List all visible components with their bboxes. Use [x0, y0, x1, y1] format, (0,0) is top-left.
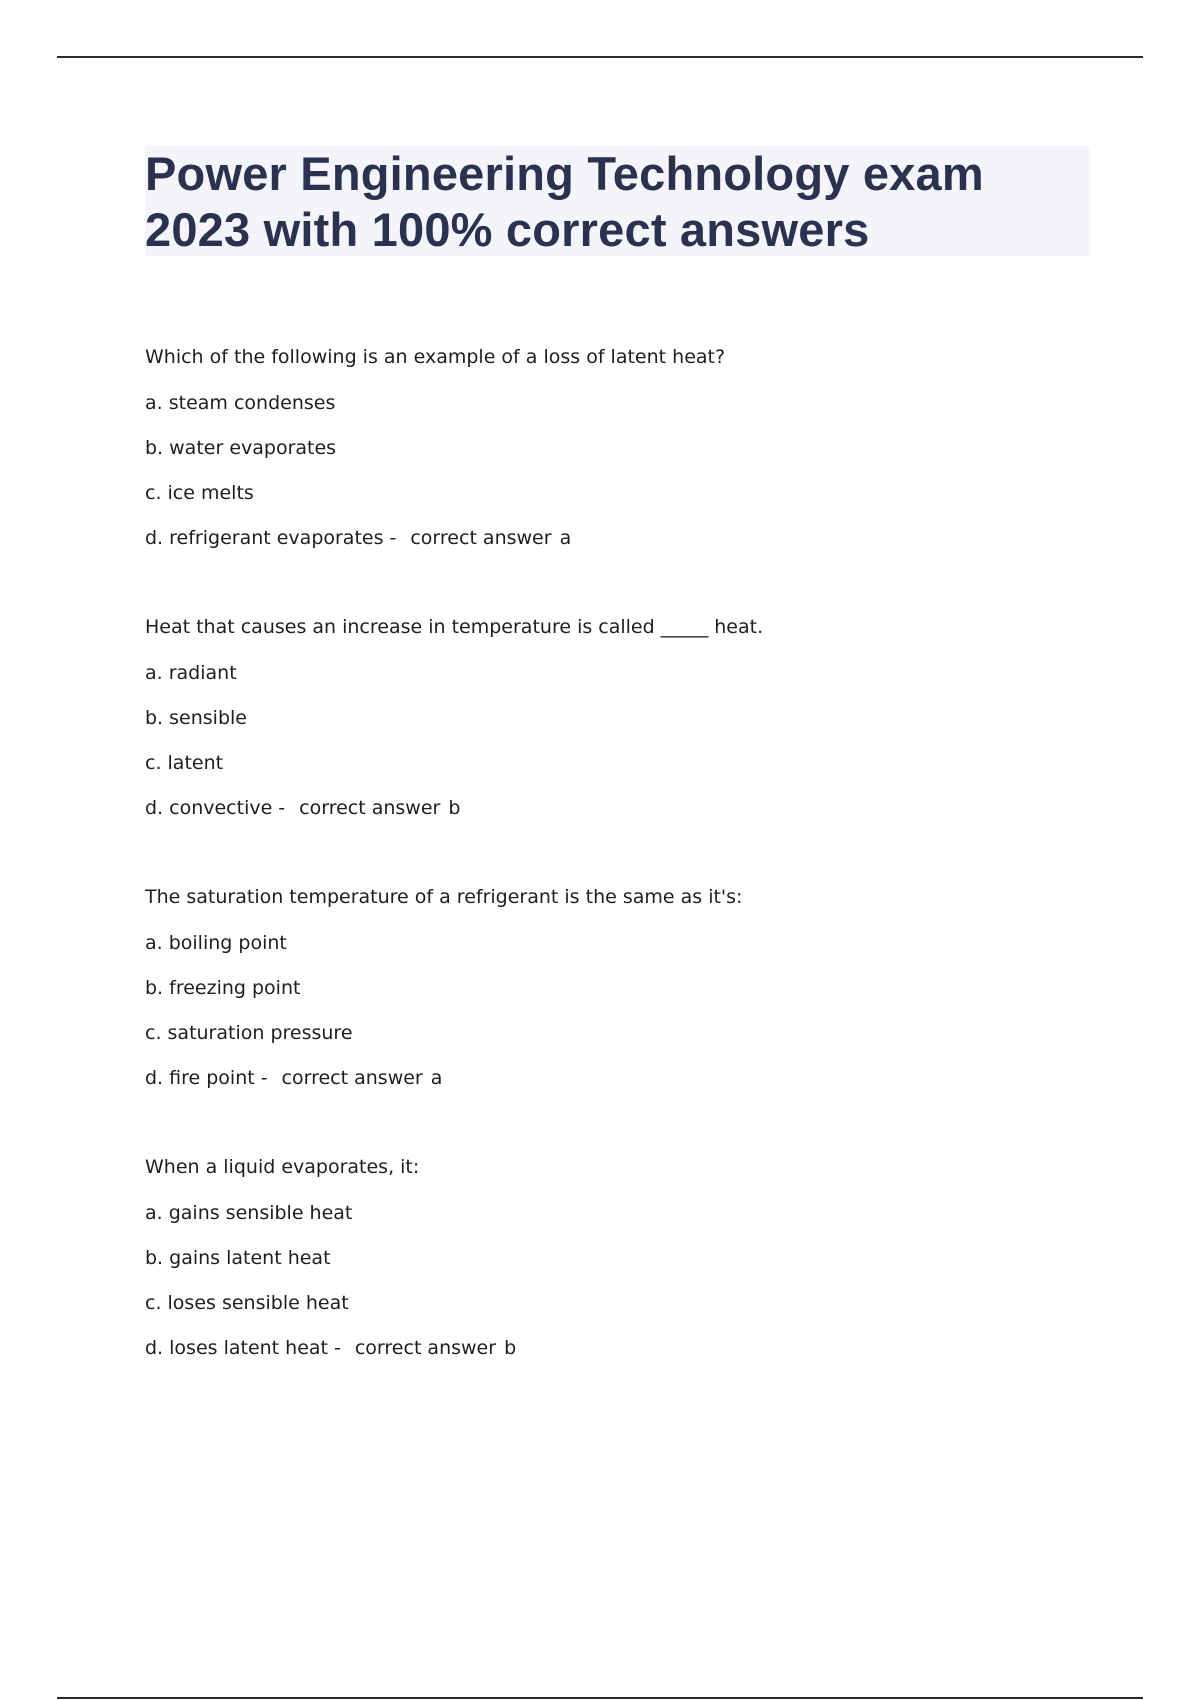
answer-label: correct answer: [354, 1337, 497, 1359]
option-d-with-answer: [145, 1066, 1045, 1090]
answer-separator: -: [278, 797, 286, 819]
title-line-2: 2023 with 100% correct answers: [145, 203, 870, 256]
answer-value: b: [448, 797, 461, 819]
answer-value: b: [504, 1337, 517, 1359]
question-2: [145, 615, 1045, 820]
option-a: a. boiling point: [145, 932, 287, 954]
option-b: b. sensible: [145, 707, 247, 729]
option-b: b. gains latent heat: [145, 1247, 331, 1269]
option-c: c. latent: [145, 752, 224, 774]
option-c: c. saturation pressure: [145, 1022, 353, 1044]
option-d-with-answer: [145, 1336, 1045, 1360]
question-text: Heat that causes an increase in temperature is called _____ heat.: [145, 616, 764, 638]
answer-label: correct answer: [410, 527, 552, 549]
top-rule: [57, 56, 1143, 58]
question-text: The saturation temperature of a refrigerant is the same as it's:: [145, 886, 743, 908]
answer-label: correct answer: [299, 797, 441, 819]
option-a: a. gains sensible heat: [145, 1202, 353, 1224]
option-b: b. freezing point: [145, 977, 301, 999]
title-block: [145, 146, 1090, 256]
question-4: [145, 1155, 1045, 1360]
answer-separator: -: [260, 1067, 268, 1089]
title-line-1: Power Engineering Technology exam: [145, 147, 984, 200]
option-a: a. radiant: [145, 662, 237, 684]
option-d-with-answer: [145, 796, 1045, 820]
option-b: b. water evaporates: [145, 437, 337, 459]
answer-separator: -: [334, 1337, 341, 1359]
option-a: a. steam condenses: [145, 392, 336, 414]
option-d: d. loses latent heat: [145, 1337, 328, 1359]
option-d: d. refrigerant evaporates: [145, 527, 384, 549]
bottom-rule: [57, 1697, 1143, 1699]
question-3: [145, 885, 1045, 1090]
answer-value: a: [559, 527, 572, 549]
answer-separator: -: [389, 527, 397, 549]
option-d: d. convective: [145, 797, 273, 819]
option-d-with-answer: [145, 526, 1045, 550]
option-d: d. fire point: [145, 1067, 255, 1089]
document-title: [145, 146, 1090, 258]
answer-value: a: [430, 1067, 443, 1089]
question-text: When a liquid evaporates, it:: [145, 1156, 420, 1178]
option-c: c. ice melts: [145, 482, 254, 504]
question-list: [145, 345, 1045, 1360]
option-c: c. loses sensible heat: [145, 1292, 349, 1314]
question-1: [145, 345, 1045, 550]
answer-label: correct answer: [281, 1067, 423, 1089]
question-text: Which of the following is an example of a loss of latent heat?: [145, 346, 726, 368]
